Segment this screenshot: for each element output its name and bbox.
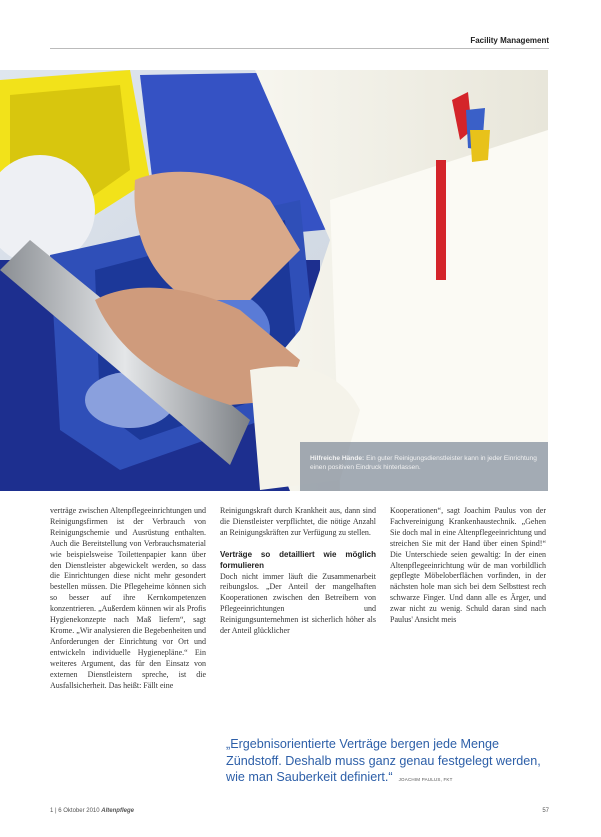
header-divider xyxy=(50,48,549,49)
pull-quote-source: JOACHIM PAULUS, FKT xyxy=(398,777,453,782)
pull-quote xyxy=(226,736,548,789)
subheading: Verträge so detailliert wie möglich formulieren xyxy=(220,549,376,570)
section-title: Facility Management xyxy=(470,36,549,45)
footer-issue: Oktober 2010 xyxy=(63,808,100,814)
article-paragraph: Doch nicht immer läuft die Zusammenarbeit reibungslos. „Der Anteil der mangelhaften Kooperationen zwischen den Betreibern von Pflegeeinrichtungen und Reinigungsunternehmen ist sicherlich höher als der Anteil glücklicher xyxy=(220,571,376,636)
pull-quote-text: „Ergebnisorientierte Verträge bergen jede Menge Zündstoff. Deshalb muss ganz genau festgelegt werden, wie man Sauberkeit definiert.“ xyxy=(226,737,541,784)
cleaning-cart-illustration xyxy=(0,70,548,491)
article-paragraph: Reinigungskraft durch Krankheit aus, dann sind die Dienstleister verpflichtet, die nötige Anzahl an Reinigungskräften zur Verfügung zu stellen. xyxy=(220,506,376,537)
page-number: 57 xyxy=(542,808,549,814)
article-column-3 xyxy=(390,506,546,626)
article-column-2 xyxy=(220,506,376,637)
article-column-1 xyxy=(50,506,206,806)
footer-left xyxy=(50,808,134,814)
photo-caption xyxy=(310,455,540,472)
footer-page-marker: 1 | 6 xyxy=(50,808,62,814)
article-paragraph: Kooperationen“, sagt Joachim Paulus von der Fachvereinigung Krankenhaustechnik. „Gehen Sie doch mal in eine Altenpflegeeinrichtung und streichen Sie mit der Hand über einen Spind!“ Die Unterschiede seien gewaltig: In der einen Altenpflegeeinrichtung wür de man vorbildlich gepflegte Möbeloberflächen vorfinden, in der nächsten hole man sich bei dem Selbsttest rech schwarze Finger. Und dann alle es Ärger, und zwar nicht zu wenig. Schuld daran sind nach Paulus' Ansicht meis xyxy=(390,506,546,625)
caption-text: Ein guter Reinigungsdienstleister kann in jeder Einrichtung einen positiven Eindruck hinterlassen. xyxy=(310,455,537,471)
article-photo xyxy=(0,70,548,491)
article-body xyxy=(50,506,547,696)
footer-magazine: Altenpflege xyxy=(101,808,134,814)
caption-title: Hilfreiche Hände: xyxy=(310,455,365,462)
article-paragraph: verträge zwischen Altenpflegeeinrichtungen und Reinigungsfirmen ist der Verbrauch von Reinigungschemie und Ausrüstung enthalten. Auch die Bereitstellung von Verbrauchsmaterial wie beispielsweise Toilettenpapier kann über den Dienstleister abgewickelt werden, so dass die Einrichtungen diese nicht mehr gesondert bestellen müssen. Die Pflegeheime können sich so besser auf ihre Kernkompetenzen konzentrieren. „Außerdem können wir als Profis Hygienekonzepte nach Maß liefern“, sagt Krome. „Wir analysieren die Begebenheiten und Anforderungen der Einrichtung vor Ort und entwickeln individuelle Hygienepläne.“ Ein weiteres Argument, das für den Einsatz von externen Dienstleistern spreche, ist die Ausfallsicherheit. Das heißt: Fällt eine xyxy=(50,506,206,690)
